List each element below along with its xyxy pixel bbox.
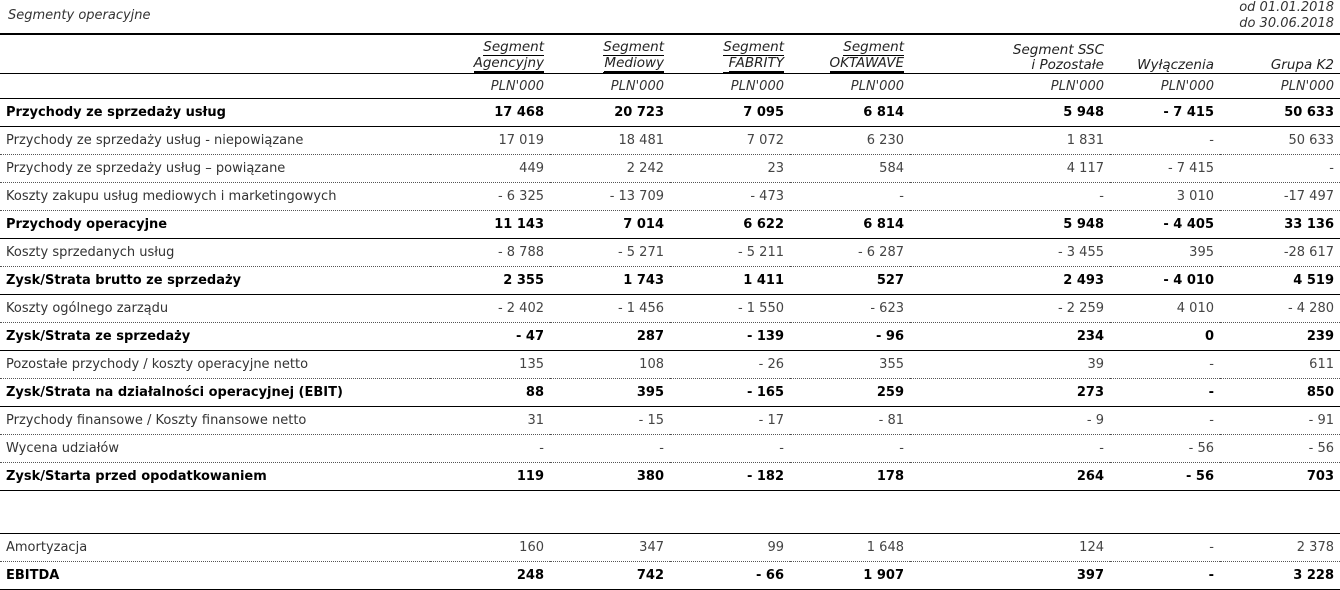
value-cell: 742 xyxy=(550,562,670,590)
value-cell: - 96 xyxy=(790,323,910,351)
value-cell: 1 648 xyxy=(790,534,910,562)
report-title: Segmenty operacyjne xyxy=(8,8,151,23)
unit-cell: PLN'000 xyxy=(1220,74,1340,99)
value-cell: 259 xyxy=(790,379,910,407)
value-cell: - xyxy=(790,435,910,463)
value-cell: - xyxy=(1110,562,1220,590)
value-cell: - 5 271 xyxy=(550,239,670,267)
value-cell: - 5 211 xyxy=(670,239,790,267)
period-to: do 30.06.2018 xyxy=(1239,16,1334,31)
unit-cell: PLN'000 xyxy=(670,74,790,99)
row-label: Zysk/Strata brutto ze sprzedaży xyxy=(0,267,430,295)
value-cell: 1 831 xyxy=(910,127,1110,155)
value-cell: 33 136 xyxy=(1220,211,1340,239)
value-cell: 7 095 xyxy=(670,99,790,127)
value-cell: 234 xyxy=(910,323,1110,351)
value-cell: 239 xyxy=(1220,323,1340,351)
value-cell: - xyxy=(790,183,910,211)
value-cell: 23 xyxy=(670,155,790,183)
value-cell: 108 xyxy=(550,351,670,379)
value-cell: 0 xyxy=(1110,323,1220,351)
report-period xyxy=(1239,0,1334,32)
unit-cell: PLN'000 xyxy=(430,74,550,99)
value-cell: 395 xyxy=(550,379,670,407)
value-cell: - 1 456 xyxy=(550,295,670,323)
value-cell: 178 xyxy=(790,463,910,491)
value-cell: - 26 xyxy=(670,351,790,379)
value-cell: 449 xyxy=(430,155,550,183)
row-label: EBITDA xyxy=(0,562,430,590)
value-cell: 527 xyxy=(790,267,910,295)
value-cell: - 473 xyxy=(670,183,790,211)
value-cell: -17 497 xyxy=(1220,183,1340,211)
column-header-grupa: Grupa K2 xyxy=(1220,35,1340,74)
column-header-mediowy: Segment Mediowy xyxy=(550,35,670,74)
value-cell: 119 xyxy=(430,463,550,491)
table-row xyxy=(0,435,1340,463)
value-cell: - xyxy=(910,183,1110,211)
value-cell: 1 907 xyxy=(790,562,910,590)
value-cell: 4 117 xyxy=(910,155,1110,183)
value-cell: 3 228 xyxy=(1220,562,1340,590)
value-cell: 287 xyxy=(550,323,670,351)
value-cell: 6 230 xyxy=(790,127,910,155)
value-cell: 160 xyxy=(430,534,550,562)
value-cell: - xyxy=(1110,127,1220,155)
value-cell: 347 xyxy=(550,534,670,562)
value-cell: 2 378 xyxy=(1220,534,1340,562)
table-row xyxy=(0,534,1340,562)
value-cell: - xyxy=(1110,407,1220,435)
value-cell: - 56 xyxy=(1110,435,1220,463)
value-cell: - 8 788 xyxy=(430,239,550,267)
value-cell: 50 633 xyxy=(1220,127,1340,155)
value-cell: 6 814 xyxy=(790,211,910,239)
value-cell: 1 411 xyxy=(670,267,790,295)
unit-cell: PLN'000 xyxy=(550,74,670,99)
value-cell: 850 xyxy=(1220,379,1340,407)
table-row xyxy=(0,351,1340,379)
column-header-wylaczenia: Wyłączenia xyxy=(1110,35,1220,74)
value-cell: - xyxy=(670,435,790,463)
value-cell: - 9 xyxy=(910,407,1110,435)
table-row xyxy=(0,323,1340,351)
spacer-section xyxy=(0,491,1340,534)
value-cell: - 81 xyxy=(790,407,910,435)
value-cell: - 1 550 xyxy=(670,295,790,323)
value-cell: - 4 010 xyxy=(1110,267,1220,295)
value-cell: - 165 xyxy=(670,379,790,407)
value-cell: 273 xyxy=(910,379,1110,407)
segments-table xyxy=(0,35,1340,590)
value-cell: - 139 xyxy=(670,323,790,351)
value-cell: - 17 xyxy=(670,407,790,435)
value-cell: 7 014 xyxy=(550,211,670,239)
value-cell: 39 xyxy=(910,351,1110,379)
row-label: Koszty sprzedanych usług xyxy=(0,239,430,267)
table-row xyxy=(0,155,1340,183)
value-cell: 3 010 xyxy=(1110,183,1220,211)
row-label: Przychody ze sprzedaży usług - niepowiązane xyxy=(0,127,430,155)
table-row xyxy=(0,127,1340,155)
value-cell: - xyxy=(910,435,1110,463)
value-cell: 6 622 xyxy=(670,211,790,239)
column-header-oktawave: Segment OKTAWAVE xyxy=(790,35,910,74)
unit-cell-label xyxy=(0,74,430,99)
value-cell: - xyxy=(430,435,550,463)
value-cell: 397 xyxy=(910,562,1110,590)
table-row xyxy=(0,407,1340,435)
value-cell: - 56 xyxy=(1220,435,1340,463)
value-cell: 248 xyxy=(430,562,550,590)
value-cell: 264 xyxy=(910,463,1110,491)
row-label: Przychody operacyjne xyxy=(0,211,430,239)
value-cell: - xyxy=(1110,379,1220,407)
value-cell: - 7 415 xyxy=(1110,155,1220,183)
value-cell: - 182 xyxy=(670,463,790,491)
value-cell: - 91 xyxy=(1220,407,1340,435)
table-row xyxy=(0,239,1340,267)
spacer-row xyxy=(0,491,1340,534)
column-header-ssc: Segment SSC i Pozostałe xyxy=(910,35,1110,74)
row-label: Wycena udziałów xyxy=(0,435,430,463)
value-cell: - 623 xyxy=(790,295,910,323)
value-cell: - 6 287 xyxy=(790,239,910,267)
value-cell: 4 519 xyxy=(1220,267,1340,295)
value-cell: 88 xyxy=(430,379,550,407)
table-row xyxy=(0,463,1340,491)
table-row xyxy=(0,99,1340,127)
value-cell: 5 948 xyxy=(910,99,1110,127)
value-cell: 4 010 xyxy=(1110,295,1220,323)
unit-cell: PLN'000 xyxy=(910,74,1110,99)
value-cell: 2 242 xyxy=(550,155,670,183)
value-cell: 1 743 xyxy=(550,267,670,295)
value-cell: 584 xyxy=(790,155,910,183)
column-header-agencyjny: Segment Agencyjny xyxy=(430,35,550,74)
value-cell: - 13 709 xyxy=(550,183,670,211)
value-cell: - 2 259 xyxy=(910,295,1110,323)
row-label: Zysk/Strata ze sprzedaży xyxy=(0,323,430,351)
value-cell: - 66 xyxy=(670,562,790,590)
unit-cell: PLN'000 xyxy=(790,74,910,99)
value-cell: - 4 405 xyxy=(1110,211,1220,239)
column-header-fabrity: Segment FABRITY xyxy=(670,35,790,74)
value-cell: 20 723 xyxy=(550,99,670,127)
table-row xyxy=(0,183,1340,211)
value-cell: 17 468 xyxy=(430,99,550,127)
table-row xyxy=(0,211,1340,239)
unit-row xyxy=(0,74,1340,99)
value-cell: 18 481 xyxy=(550,127,670,155)
value-cell: 611 xyxy=(1220,351,1340,379)
value-cell: 5 948 xyxy=(910,211,1110,239)
row-label: Przychody finansowe / Koszty finansowe netto xyxy=(0,407,430,435)
value-cell: 395 xyxy=(1110,239,1220,267)
value-cell: 17 019 xyxy=(430,127,550,155)
value-cell: - 6 325 xyxy=(430,183,550,211)
value-cell: - 7 415 xyxy=(1110,99,1220,127)
value-cell: 2 355 xyxy=(430,267,550,295)
extra-rows xyxy=(0,534,1340,590)
value-cell: - 4 280 xyxy=(1220,295,1340,323)
value-cell: - 47 xyxy=(430,323,550,351)
value-cell: 124 xyxy=(910,534,1110,562)
unit-cell: PLN'000 xyxy=(1110,74,1220,99)
row-label: Zysk/Starta przed opodatkowaniem xyxy=(0,463,430,491)
value-cell: 703 xyxy=(1220,463,1340,491)
row-label: Zysk/Strata na działalności operacyjnej (EBIT) xyxy=(0,379,430,407)
value-cell: 135 xyxy=(430,351,550,379)
value-cell: - xyxy=(1220,155,1340,183)
value-cell: - xyxy=(1110,351,1220,379)
row-label: Przychody ze sprzedaży usług xyxy=(0,99,430,127)
value-cell: - 3 455 xyxy=(910,239,1110,267)
label-column-header xyxy=(0,35,430,74)
row-label: Koszty zakupu usług mediowych i marketingowych xyxy=(0,183,430,211)
value-cell: - xyxy=(550,435,670,463)
row-label: Przychody ze sprzedaży usług – powiązane xyxy=(0,155,430,183)
value-cell: 99 xyxy=(670,534,790,562)
value-cell: 380 xyxy=(550,463,670,491)
value-cell: 31 xyxy=(430,407,550,435)
value-cell: - 2 402 xyxy=(430,295,550,323)
value-cell: -28 617 xyxy=(1220,239,1340,267)
value-cell: 7 072 xyxy=(670,127,790,155)
value-cell: 355 xyxy=(790,351,910,379)
value-cell: 11 143 xyxy=(430,211,550,239)
period-from: od 01.01.2018 xyxy=(1239,0,1334,15)
main-rows xyxy=(0,99,1340,491)
value-cell: 50 633 xyxy=(1220,99,1340,127)
table-row xyxy=(0,379,1340,407)
value-cell: - 56 xyxy=(1110,463,1220,491)
row-label: Amortyzacja xyxy=(0,534,430,562)
value-cell: 6 814 xyxy=(790,99,910,127)
table-row xyxy=(0,562,1340,590)
value-cell: - xyxy=(1110,534,1220,562)
row-label: Koszty ogólnego zarządu xyxy=(0,295,430,323)
row-label: Pozostałe przychody / koszty operacyjne netto xyxy=(0,351,430,379)
column-header-row xyxy=(0,35,1340,74)
table-row xyxy=(0,267,1340,295)
table-row xyxy=(0,295,1340,323)
value-cell: - 15 xyxy=(550,407,670,435)
value-cell: 2 493 xyxy=(910,267,1110,295)
